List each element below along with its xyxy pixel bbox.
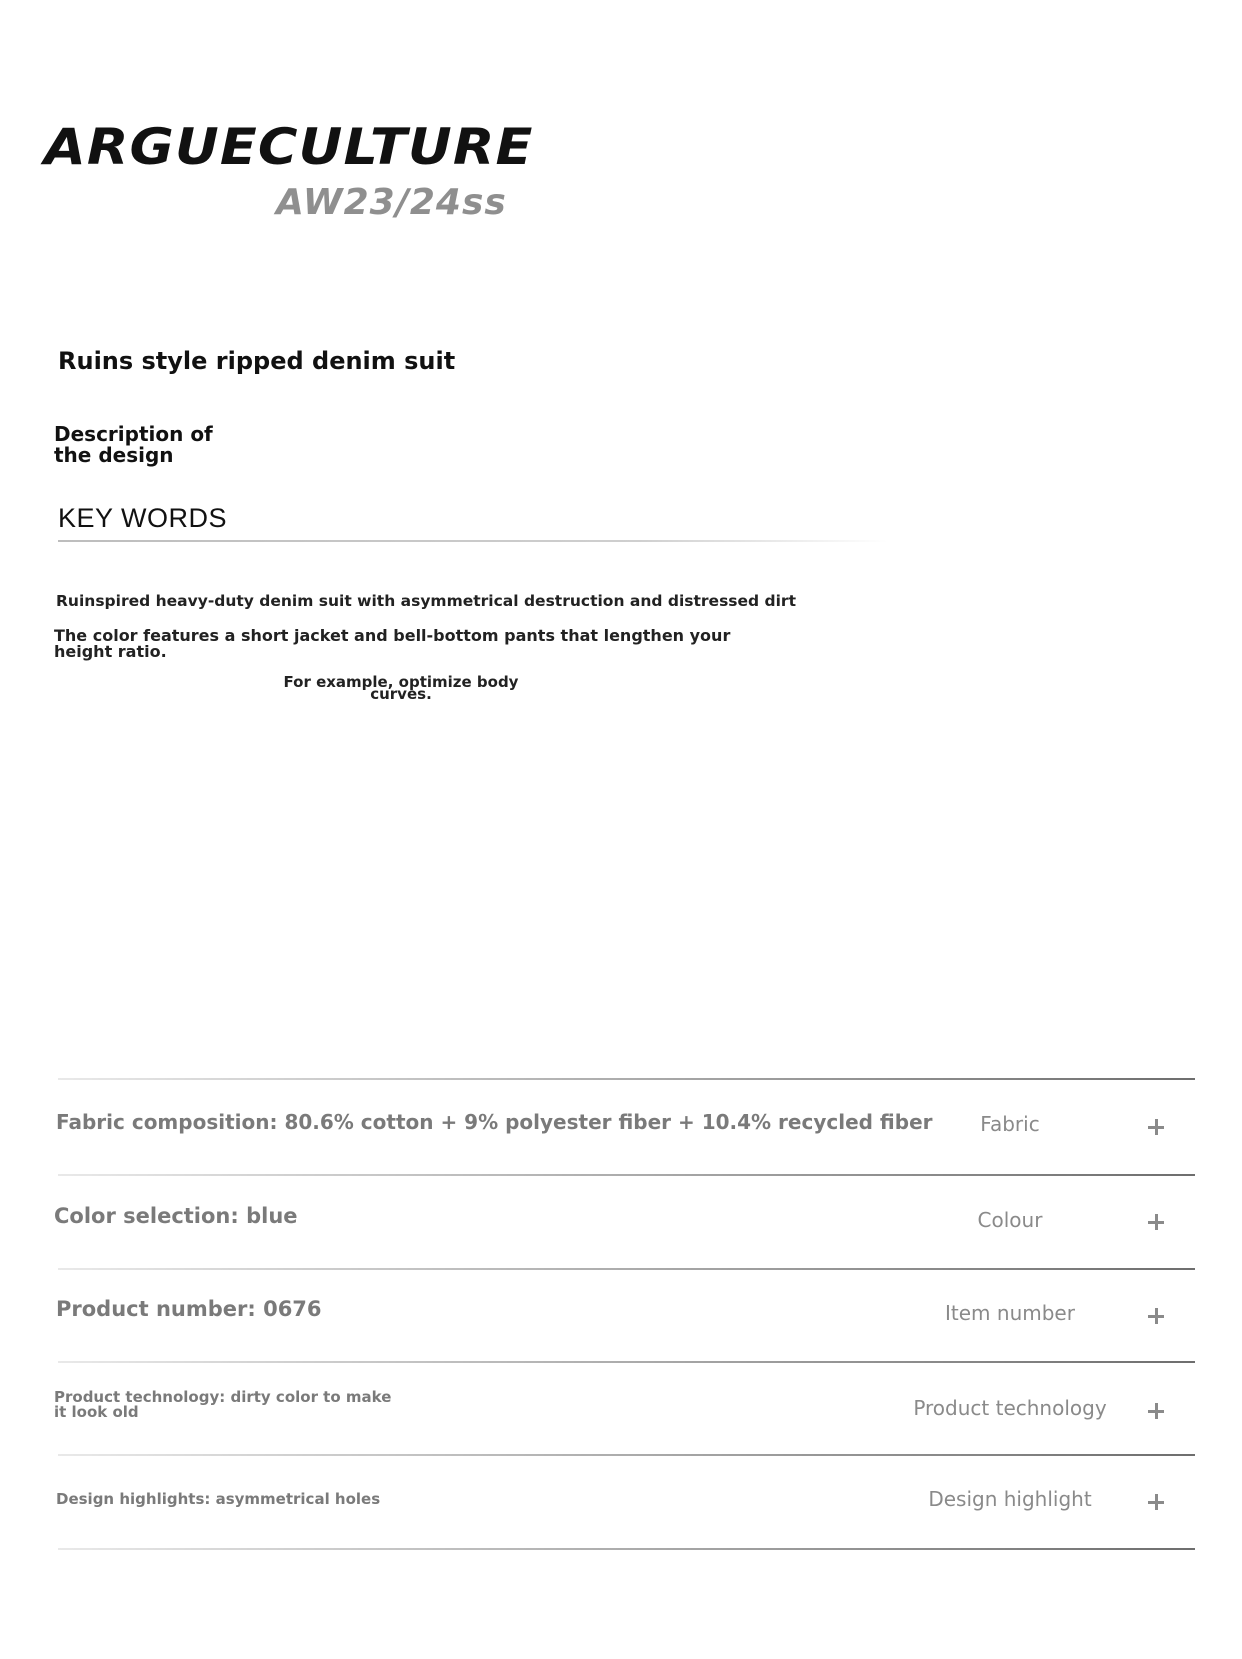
spec-value-design-highlight: Design highlights: asymmetrical holes — [56, 1490, 381, 1508]
spec-row-colour[interactable] — [0, 1174, 1242, 1266]
plus-icon[interactable] — [1146, 1306, 1166, 1326]
product-title: Ruins style ripped denim suit — [58, 347, 456, 375]
spec-label-product-technology: Product technology — [913, 1396, 1107, 1420]
spec-row-design-highlight[interactable] — [0, 1454, 1242, 1546]
spec-row-item-number[interactable] — [0, 1268, 1242, 1360]
plus-icon[interactable] — [1146, 1117, 1166, 1137]
spec-value-fabric: Fabric composition: 80.6% cotton + 9% polyester fiber + 10.4% recycled fiber — [56, 1110, 933, 1134]
description-line-2: The color features a short jacket and bell-bottom pants that lengthen your height ratio. — [54, 626, 731, 661]
spec-label-colour: Colour — [977, 1208, 1043, 1232]
description-line-3: For example, optimize body curves. — [283, 673, 519, 703]
spec-divider-bottom — [58, 1548, 1195, 1550]
description-line-1: Ruinspired heavy-duty denim suit with asymmetrical destruction and distressed dirt — [56, 592, 796, 610]
spec-row-fabric[interactable] — [0, 1078, 1242, 1170]
season-label: AW23/24ss — [276, 182, 507, 223]
design-description-heading: Description of the design — [54, 422, 213, 467]
spec-label-design-highlight: Design highlight — [928, 1487, 1092, 1511]
plus-icon[interactable] — [1146, 1212, 1166, 1232]
plus-icon[interactable] — [1146, 1401, 1166, 1421]
spec-label-fabric: Fabric — [980, 1112, 1040, 1136]
plus-icon[interactable] — [1146, 1492, 1166, 1512]
spec-label-item-number: Item number — [945, 1301, 1075, 1325]
brand-logo-text: ARGUECULTURE — [44, 118, 534, 176]
spec-value-item-number: Product number: 0676 — [56, 1297, 322, 1321]
spec-value-colour: Color selection: blue — [54, 1204, 298, 1228]
keywords-heading: KEY WORDS — [58, 503, 228, 533]
spec-value-product-technology: Product technology: dirty color to make it look old — [54, 1388, 392, 1421]
spec-row-product-technology[interactable] — [0, 1361, 1242, 1453]
keywords-divider — [58, 540, 888, 542]
